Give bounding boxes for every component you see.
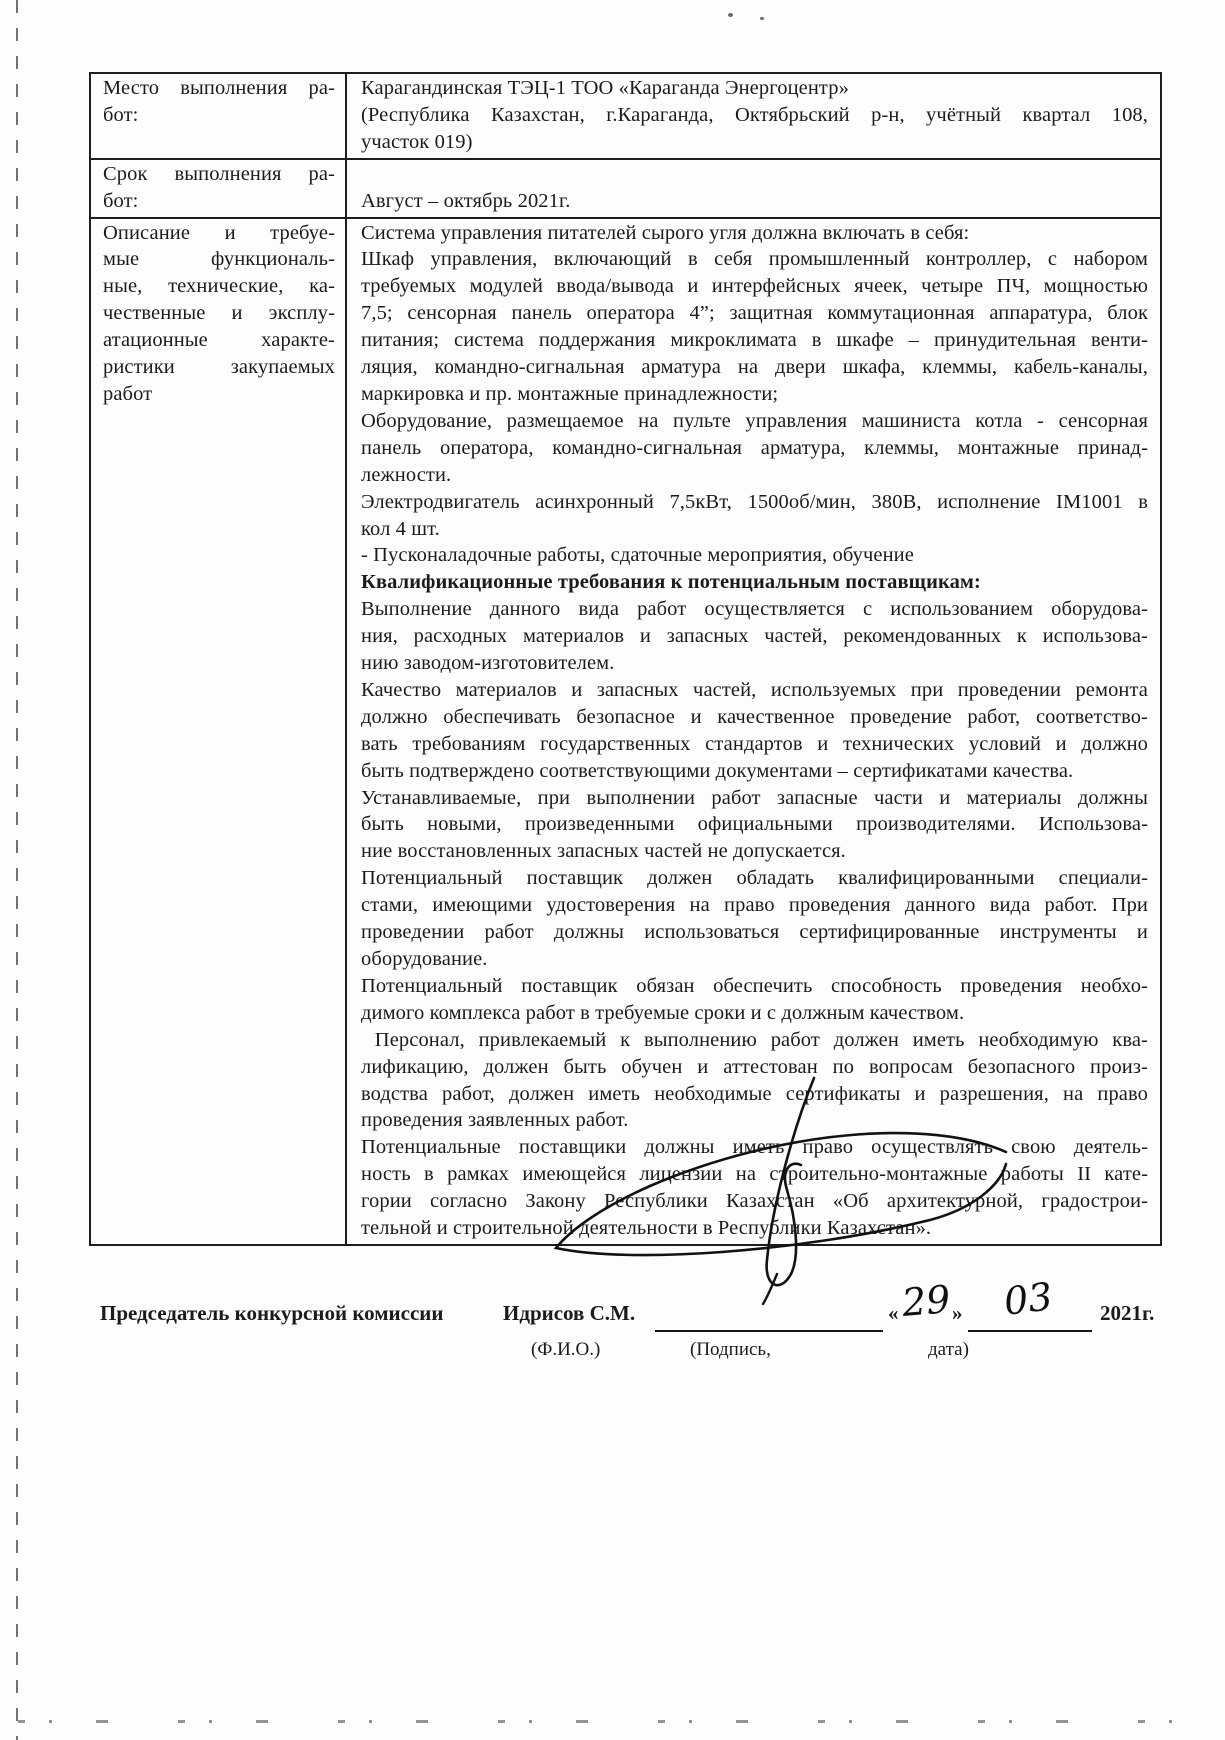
signature [500,1068,1060,1308]
open-quote: « [888,1301,899,1325]
text-line: чественные и эксплу- [103,302,335,325]
text-line: проведении работ должны использоваться сертифицированные инструменты и [361,921,1148,944]
text-line: должно обеспечивать безопасное и качественное проведение работ, соответство- [361,705,1148,728]
text-line: участок 019) [361,130,473,153]
text-line: ние восстановленных запасных частей не допускается. [361,840,846,863]
text-line: Потенциальный поставщик должен обладать квалифицированными специали- [361,867,1148,890]
fio-caption: (Ф.И.О.) [531,1339,601,1360]
text-line: (Республика Казахстан, г.Караганда, Октябрьский р-н, учётный квартал 108, [361,103,1148,126]
text-line: Выполнение данного вида работ осуществляется с использованием оборудова- [361,598,1148,621]
text-line: кол 4 шт. [361,517,440,540]
value-cell [347,74,1160,158]
date-caption: дата) [928,1339,969,1360]
text-line: оборудование. [361,948,488,970]
text-line: водства работ, должен иметь необходимые сертификаты и разрешения, на право [361,1082,1148,1105]
text-line: Электродвигатель асинхронный 7,5кВт, 1500об/мин, 380В, исполнение IM1001 в [361,490,1148,513]
close-quote: » [952,1301,963,1325]
text-line: нию заводом-изготовителем. [361,652,615,675]
handwritten-month: 03 [1001,1274,1055,1324]
text-line: питания; система поддержания микроклимата в шкафе – принудительная венти- [361,329,1148,352]
label-cell [91,160,347,217]
signature-line [655,1330,883,1332]
date-line [968,1330,1092,1332]
table-row-place-of-work [91,74,1160,158]
text-line: Место выполнения ра- [103,77,335,99]
text-line: бот: [103,189,139,212]
scan-speck [728,13,733,17]
scan-speck [760,17,764,20]
text-line: ные, технические, ка- [103,275,335,298]
text-line: требуемых модулей ввода/вывода и интерфейсных ячеек, четыре ПЧ, мощностью [361,275,1148,298]
text-line: вать требованиям государственных стандартов и технических условий и должно [361,732,1148,755]
text-line: лификацию, должен быть обучен и аттестован по вопросам безопасного произ- [361,1055,1148,1078]
chairman-role-label: Председатель конкурсной комиссии [100,1301,444,1325]
text-line: проведения заявленных работ. [361,1109,629,1132]
text-line: быть подтверждено соответствующими документами – сертификатами качества. [361,759,1074,782]
text-line: Квалификационные требования к потенциальным поставщикам: [361,571,981,594]
text-line: Персонал, привлекаемый к выполнению работ должен иметь необходимую ква- [361,1028,1148,1051]
text-line: быть новыми, произведенными официальными производителями. Использова- [361,813,1148,836]
year-label: 2021г. [1100,1301,1155,1325]
text-line: Карагандинская ТЭЦ-1 ТОО «Караганда Энергоцентр» [361,77,849,99]
label-cell [91,74,347,158]
text-line: мые функциональ- [103,248,335,271]
text-line: панель оператора, командно-сигнальная арматура, клеммы, монтажные принад- [361,436,1148,459]
text-line: ность в рамках имеющейся лицензии на строительно-монтажные работы II кате- [361,1163,1148,1186]
signature-caption: (Подпись, [690,1339,771,1360]
text-line: работ [103,382,153,405]
text-line: Качество материалов и запасных частей, используемых при проведении ремонта [361,678,1148,701]
text-line: Оборудование, размещаемое на пульте управления машиниста котла - сенсорная [361,409,1148,432]
text-line: Шкаф управления, включающий в себя промышленный контроллер, с набором [361,248,1148,271]
text-line: лежности. [361,463,452,486]
text-line: Описание и требуе- [103,221,335,244]
table-row-work-period [91,158,1160,217]
margin-dashed-line [16,0,18,1740]
chairman-name: Идрисов С.М. [503,1301,636,1325]
scan-noise-line [18,1720,1188,1723]
text-line: Устанавливаемые, при выполнении работ запасные части и материалы должны [361,786,1148,809]
text-line: тельной и строительной деятельности в Республики Казахстан». [361,1217,932,1240]
text-line: гории согласно Закону Республики Казахстан «Об архитектурной, градострои- [361,1190,1148,1213]
text-line: Потенциальный поставщик обязан обеспечить способность проведения необхо- [361,974,1148,997]
text-line: бот: [103,103,139,126]
text-line: Срок выполнения ра- [103,162,335,185]
text-line: Август – октябрь 2021г. [361,189,571,212]
text-line: ляция, командно-сигнальная арматура на двери шкафа, клеммы, кабель-каналы, [361,356,1148,379]
text-line: димого комплекса работ в требуемые сроки и с должным качеством. [361,1001,965,1024]
text-line: Потенциальные поставщики должны иметь право осуществлять свою деятель- [361,1136,1148,1159]
text-line: ния, расходных материалов и запасных частей, рекомендованных к использова- [361,625,1148,648]
text-line: Система управления питателей сырого угля должна включать в себя: [361,221,970,244]
text-line: - Пусконаладочные работы, сдаточные мероприятия, обучение [361,544,914,567]
label-cell [91,219,347,1244]
text-line: маркировка и пр. монтажные принадлежности; [361,382,779,405]
text-line: ристики закупаемых [103,356,335,379]
text-line: стами, имеющими удостоверения на право проведения данного вида работ. При [361,894,1148,917]
text-line: атационные характе- [103,329,335,352]
text-line: 7,5; сенсорная панель оператора 4”; защитная коммутационная аппаратура, блок [361,302,1148,325]
handwritten-day: 29 [900,1276,953,1326]
value-cell [347,160,1160,217]
